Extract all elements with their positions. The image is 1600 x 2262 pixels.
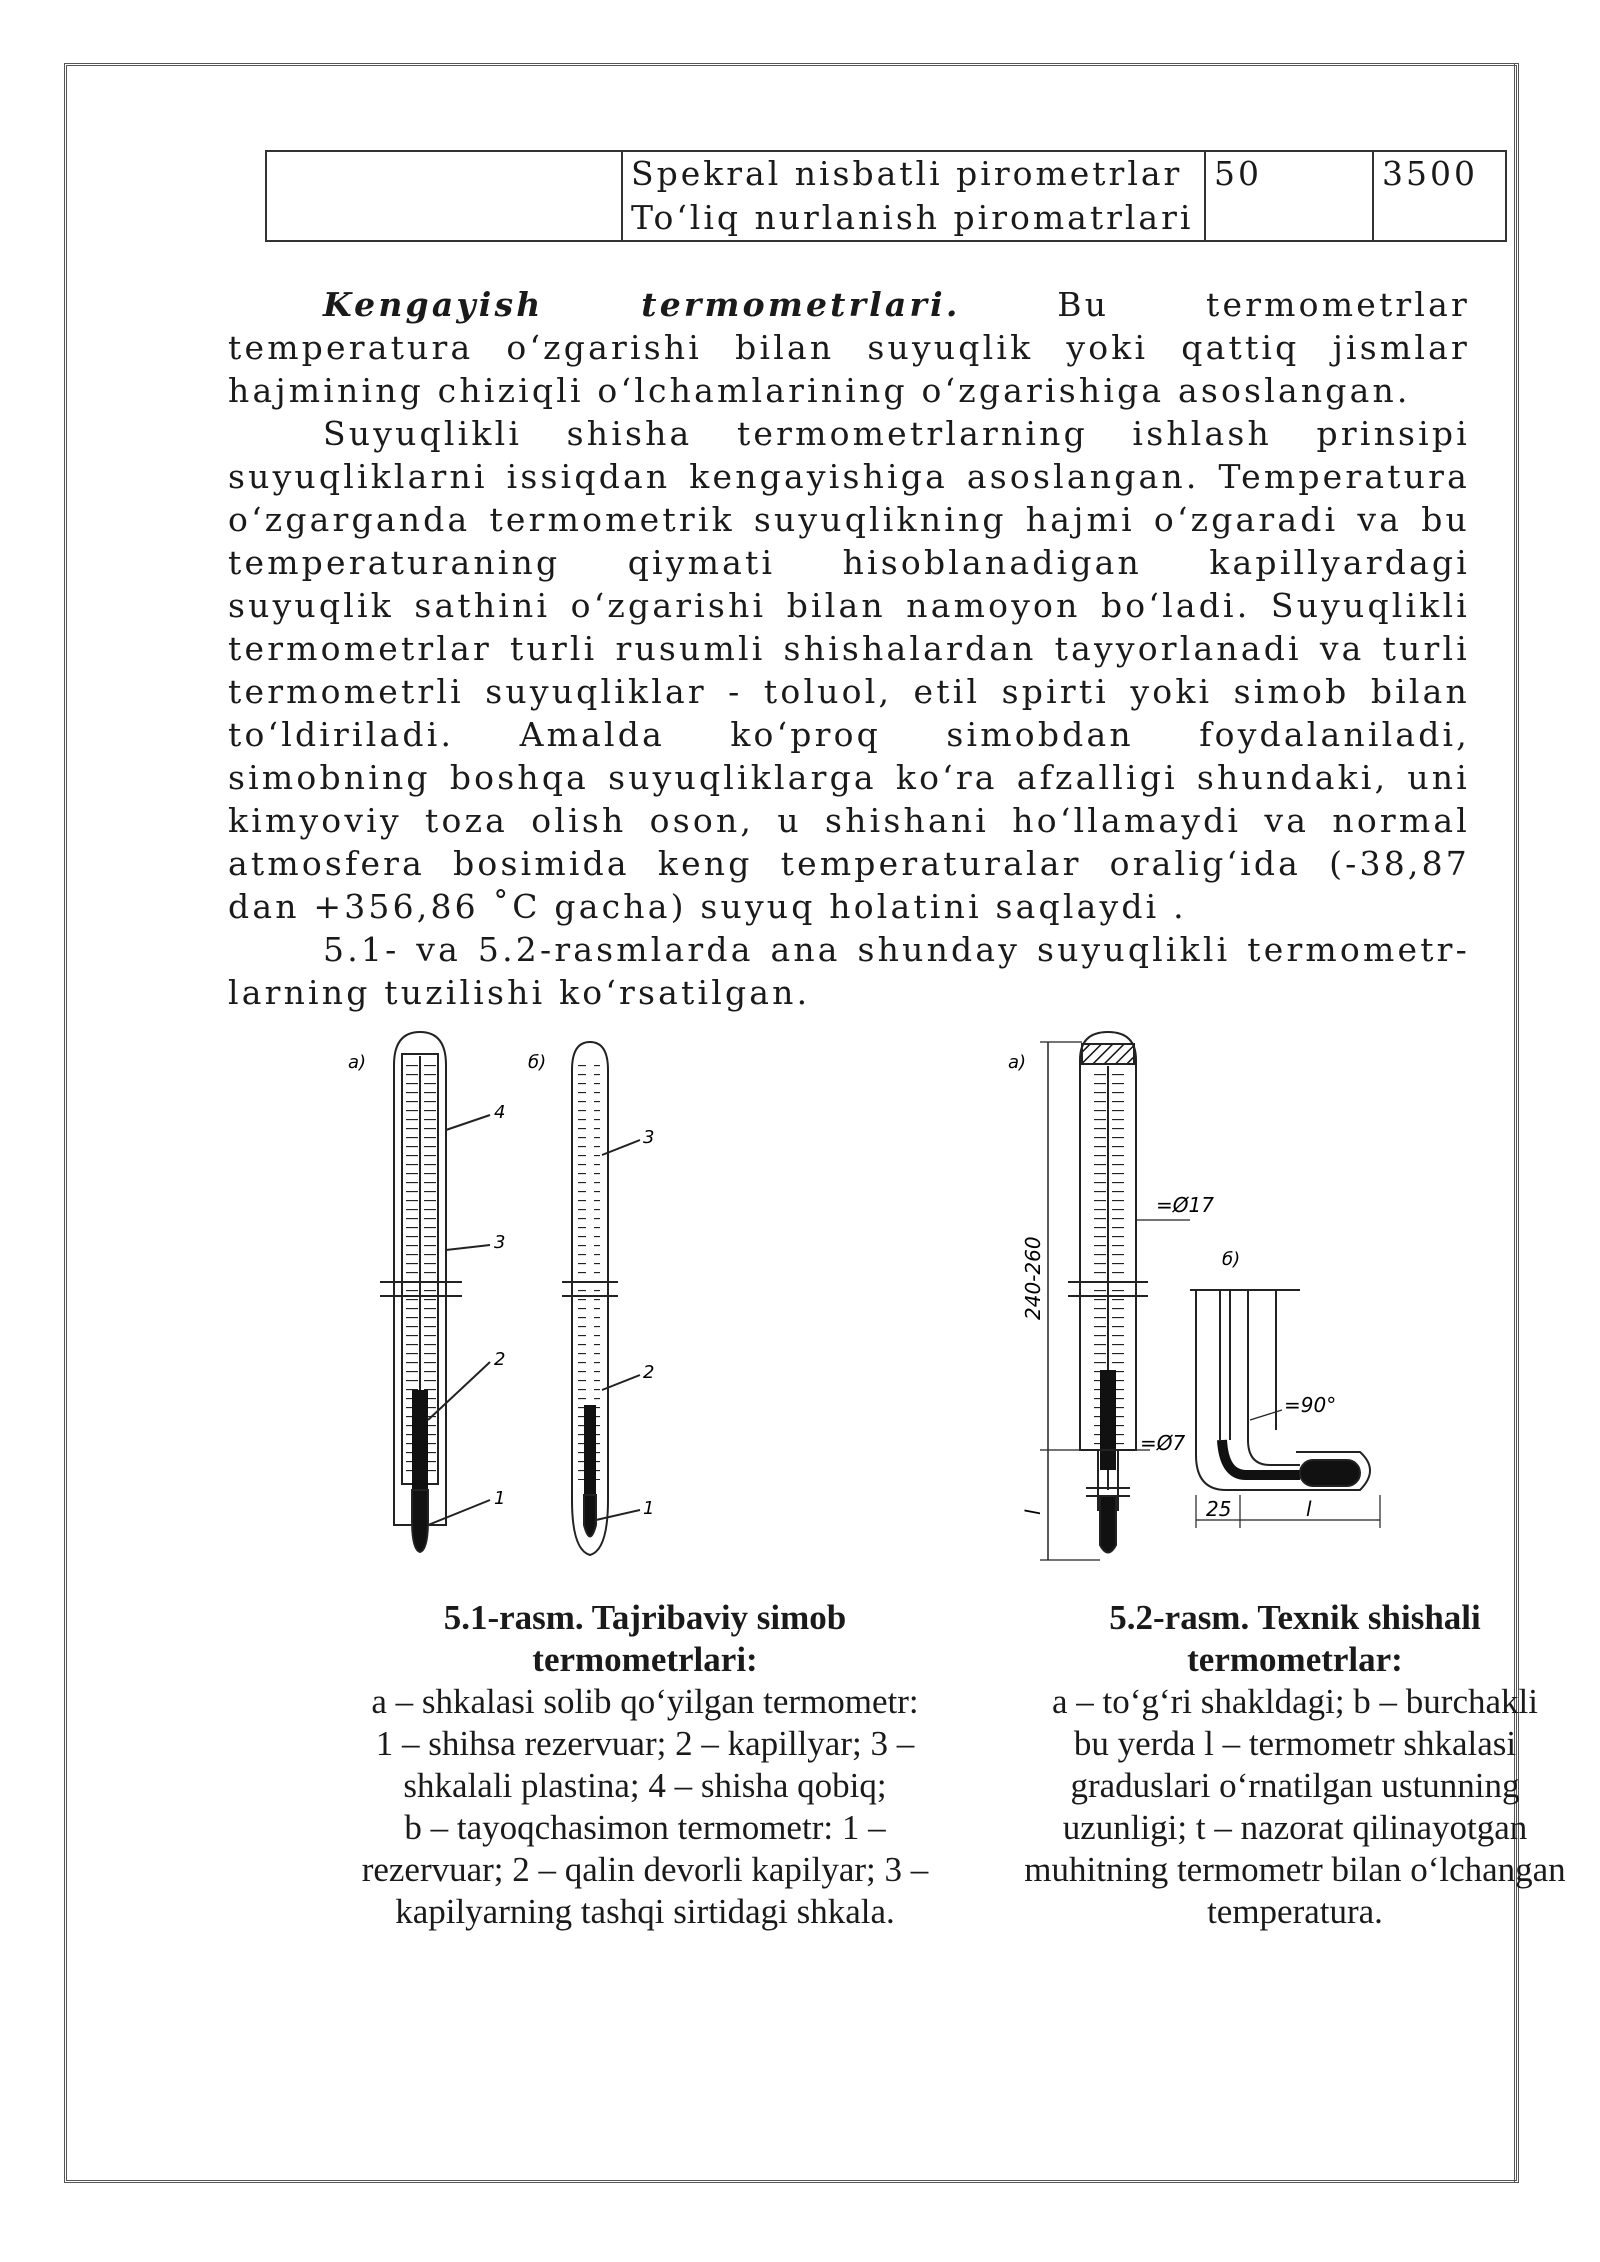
- pyrometer-table: [265, 150, 1507, 242]
- table-cell-empty: [266, 151, 622, 241]
- caption-line: bu yerda l – termometr shkalasi: [1073, 1724, 1517, 1763]
- dimension-l2: l: [1306, 1497, 1312, 1521]
- caption-line: a – shkalasi solib qo‘yilgan termometr:: [371, 1682, 919, 1721]
- body-text: [228, 283, 1470, 1014]
- dimension-diameter-7: =Ø7: [1140, 1431, 1186, 1455]
- thermometer-b: [562, 1042, 640, 1555]
- technical-thermometer-a: [1040, 1032, 1190, 1560]
- label-a: a): [348, 1052, 367, 1073]
- dimension-diameter-17: =Ø17: [1156, 1193, 1214, 1217]
- table-row: [266, 151, 1506, 241]
- callout-3: 3: [494, 1232, 506, 1253]
- paragraph-text: Bu termometrlar temperatura o‘zgarishi bilan suyuqlik yoki qattiq jismlar hajmining chiziqli o‘lchamlarining o‘zgarishiga asoslangan.: [228, 285, 1470, 410]
- caption-line: uzunligi; t – nazorat qilinayotgan: [1062, 1808, 1528, 1847]
- caption-line: b – tayoqchasimon termometr: 1 –: [404, 1808, 886, 1847]
- dimension-25: 25: [1206, 1497, 1232, 1521]
- caption-line: rezervuar; 2 – qalin devorli kapilyar; 3 –: [361, 1850, 929, 1889]
- caption-title: 5.2-rasm. Texnik shishali termometrlar:: [1109, 1598, 1481, 1679]
- dimension-height: 240-260: [1021, 1236, 1045, 1320]
- caption-line: 1 – shihsa rezervuar; 2 – kapillyar; 3 –: [375, 1724, 915, 1763]
- paragraph: Suyuqlikli shisha termometrlarning ishlash prinsipi suyuqliklarni issiqdan kengayishiga asoslangan. Temperatura o‘zgarganda termometrik suyuqlikning hajmi o‘zgaradi va bu temperaturaning qiymati hisoblanadigan kapillyardagi suyuqlik sathini o‘zgarishi bilan namoyon bo‘ladi. Suyuqlikli termometrlar turli rusumli shishalardan tayyorlanadi va turli termometrli suyuqliklar - toluol, etil spirti yoki simob bilan to‘ldiriladi. Amalda ko‘proq simobdan foydalaniladi, simobning boshqa suyuqliklarga ko‘ra afzalligi shundaki, uni kimyoviy toza olish oson, u shishani ho‘llamaydi va normal atmosfera bosimida keng temperaturalar oralig‘ida (-38,87 dan +356,86 ˚C gacha) suyuq holatini saqlaydi .: [228, 414, 1470, 926]
- callout-3: 3: [643, 1127, 655, 1148]
- callout-2: 2: [643, 1362, 655, 1383]
- caption-line: kapilyarning tashqi sirtidagi shkala.: [395, 1892, 895, 1931]
- figure-5-2-drawing: [1000, 1020, 1400, 1580]
- callout-4: 4: [494, 1102, 506, 1123]
- paragraph: 5.1- va 5.2-rasmlarda ana shunday suyuqlikli termometr-larning tuzilishi ko‘rsatilgan.: [228, 930, 1470, 1012]
- thermometer-a: [380, 1032, 490, 1552]
- label-b: б): [1222, 1249, 1241, 1270]
- caption-line: muhitning termometr bilan o‘lchangan: [1024, 1850, 1566, 1889]
- table-cell-line: To‘liq nurlanish piromatrlari: [631, 198, 1194, 237]
- callout-1: 1: [494, 1488, 506, 1509]
- figure-5-2-caption: [1005, 1597, 1585, 1933]
- caption-line: graduslari o‘rnatilgan ustunning: [1070, 1766, 1520, 1805]
- caption-line: temperatura.: [1207, 1892, 1383, 1931]
- callout-1: 1: [643, 1498, 655, 1519]
- figure-5-1-drawing: [340, 1020, 680, 1580]
- table-cell-max: 3500: [1373, 151, 1506, 241]
- dimension-l: l: [1021, 1509, 1045, 1515]
- table-cell-line: Spekral nisbatli pirometrlar: [631, 154, 1183, 193]
- paragraph: [228, 283, 1470, 412]
- caption-title: 5.1-rasm. Tajribaviy simob termometrlari:: [443, 1598, 847, 1679]
- label-a: a): [1008, 1052, 1027, 1073]
- callout-2: 2: [494, 1349, 506, 1370]
- label-b: б): [528, 1052, 547, 1073]
- table-cell-min: 50: [1205, 151, 1373, 241]
- section-heading: Kengayish termometrlari.: [323, 285, 961, 324]
- table-cell-names: [622, 151, 1205, 241]
- figure-5-1-caption: [335, 1597, 955, 1933]
- caption-line: shkalali plastina; 4 – shisha qobiq;: [403, 1766, 887, 1805]
- caption-line: a – to‘g‘ri shakldagi; b – burchakli: [1052, 1682, 1538, 1721]
- dimension-angle: =90°: [1284, 1393, 1337, 1417]
